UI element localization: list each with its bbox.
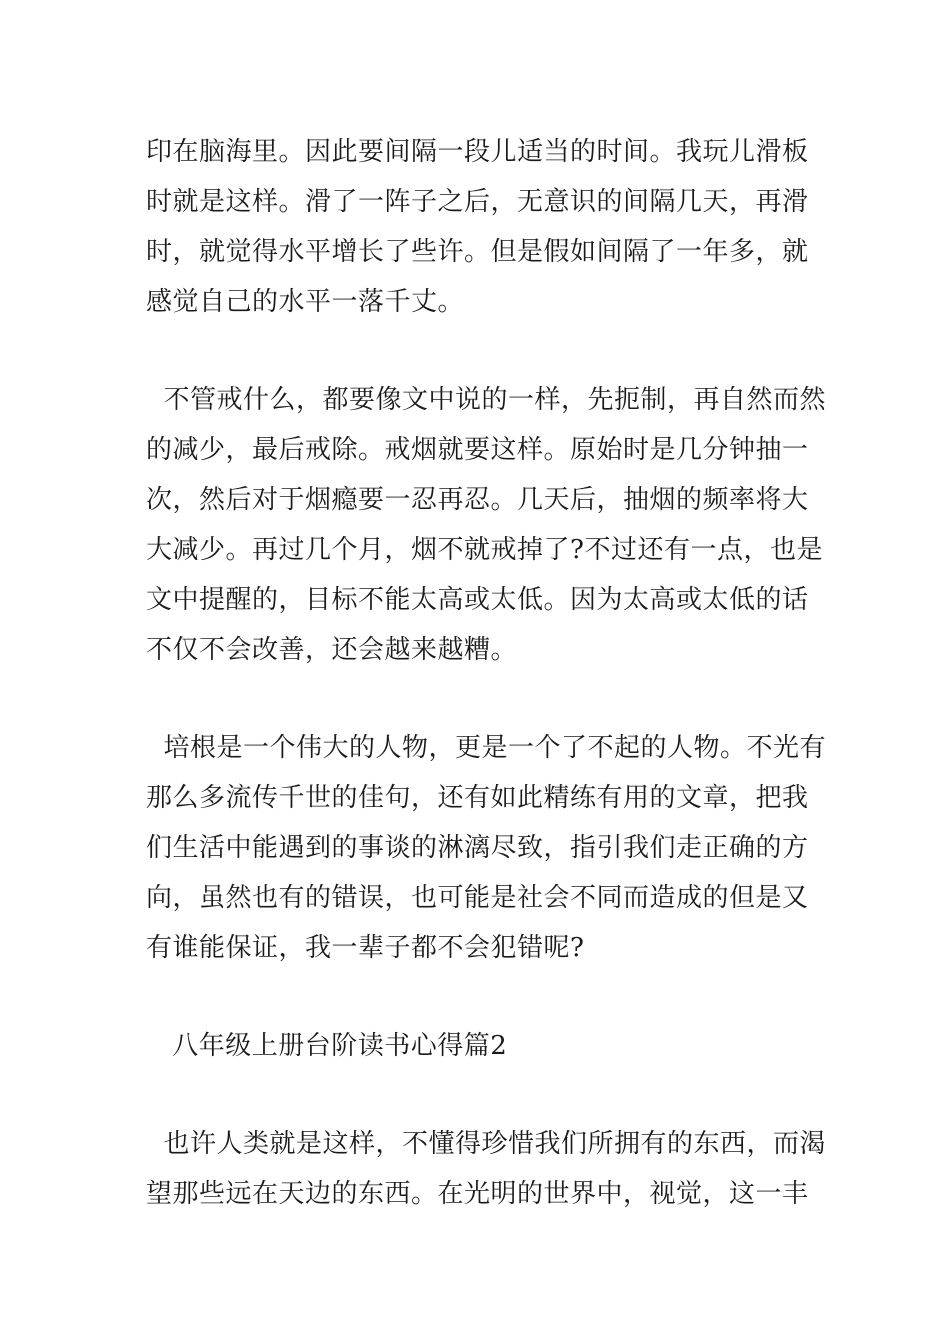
paragraph-1-line-3: 时，就觉得水平增长了些许。但是假如间隔了一年多，就 bbox=[146, 237, 809, 267]
paragraph-2-line-4: 大减少。再过几个月，烟不就戒掉了?不过还有一点，也是 bbox=[146, 535, 823, 565]
paragraph-5-line-2: 望那些远在天边的东西。在光明的世界中，视觉，这一丰 bbox=[146, 1179, 809, 1209]
paragraph-2-line-3: 次，然后对于烟瘾要一忍再忍。几天后，抽烟的频率将大 bbox=[146, 485, 809, 515]
paragraph-1-line-4: 感觉自己的水平一落千丈。 bbox=[146, 287, 465, 317]
paragraph-5-line-1: 也许人类就是这样，不懂得珍惜我们所拥有的东西，而渴 bbox=[146, 1129, 827, 1159]
paragraph-2-line-2: 的减少，最后戒除。戒烟就要这样。原始时是几分钟抽一 bbox=[146, 435, 809, 465]
paragraph-2-line-6: 不仅不会改善，还会越来越糟。 bbox=[146, 635, 518, 665]
paragraph-1-line-1: 印在脑海里。因此要间隔一段儿适当的时间。我玩儿滑板 bbox=[146, 137, 809, 167]
paragraph-3-line-4: 向，虽然也有的错误，也可能是社会不同而造成的但是又 bbox=[146, 883, 809, 913]
paragraph-3-line-3: 们生活中能遇到的事谈的淋漓尽致，指引我们走正确的方 bbox=[146, 833, 809, 863]
section-heading: 八年级上册台阶读书心得篇2 bbox=[146, 1031, 508, 1061]
paragraph-1-line-2: 时就是这样。滑了一阵子之后，无意识的间隔几天，再滑 bbox=[146, 187, 809, 217]
paragraph-2-line-1: 不管戒什么，都要像文中说的一样，先扼制，再自然而然 bbox=[146, 385, 827, 415]
paragraph-3-line-1: 培根是一个伟大的人物，更是一个了不起的人物。不光有 bbox=[146, 733, 827, 763]
paragraph-3-line-2: 那么多流传千世的佳句，还有如此精练有用的文章，把我 bbox=[146, 783, 809, 813]
paragraph-2-line-5: 文中提醒的，目标不能太高或太低。因为太高或太低的话 bbox=[146, 585, 809, 615]
paragraph-3-line-5: 有谁能保证，我一辈子都不会犯错呢? bbox=[146, 933, 585, 963]
